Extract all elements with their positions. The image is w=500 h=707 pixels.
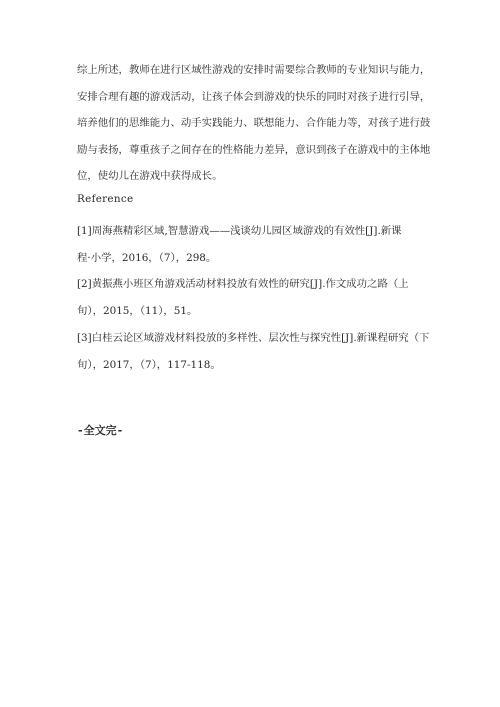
references-heading: Reference bbox=[77, 193, 134, 205]
paragraph-line: 位，使幼儿在游戏中获得成长。 bbox=[77, 170, 223, 182]
reference-line: 旬），2017，（7），117-118。 bbox=[77, 358, 221, 371]
body-paragraph bbox=[77, 57, 437, 190]
paragraph-line: 综上所述，教师在进行区域性游戏的安排时需要综合教师的专业知识与能力， bbox=[77, 64, 431, 76]
end-of-document-mark: -全文完- bbox=[77, 424, 124, 437]
paragraph-line: 安排合理有趣的游戏活动，让孩子体会到游戏的快乐的同时对孩子进行引导， bbox=[77, 90, 431, 103]
reference-item-1 bbox=[77, 218, 437, 271]
reference-item-3 bbox=[77, 325, 437, 378]
reference-item-2 bbox=[77, 271, 437, 324]
reference-line: [1]周海燕精彩区域,智慧游戏——浅谈幼儿园区域游戏的有效性[J].新课 bbox=[77, 225, 402, 237]
reference-line: [3]白桂云论区域游戏材料投放的多样性、层次性与探究性[J].新课程研究（下 bbox=[77, 332, 430, 344]
reference-line: 旬），2015，（11），51。 bbox=[77, 304, 198, 317]
paragraph-line: 培养他们的思维能力、动手实践能力、联想能力、合作能力等，对孩子进行鼓 bbox=[77, 117, 431, 129]
reference-line: 程·小学，2016，（7），298。 bbox=[77, 251, 217, 264]
reference-line: [2]黄振燕小班区角游戏活动材料投放有效性的研究[J].作文成功之路（上 bbox=[77, 278, 409, 290]
paragraph-line: 励与表扬，尊重孩子之间存在的性格能力差异，意识到孩子在游戏中的主体地 bbox=[77, 143, 431, 156]
